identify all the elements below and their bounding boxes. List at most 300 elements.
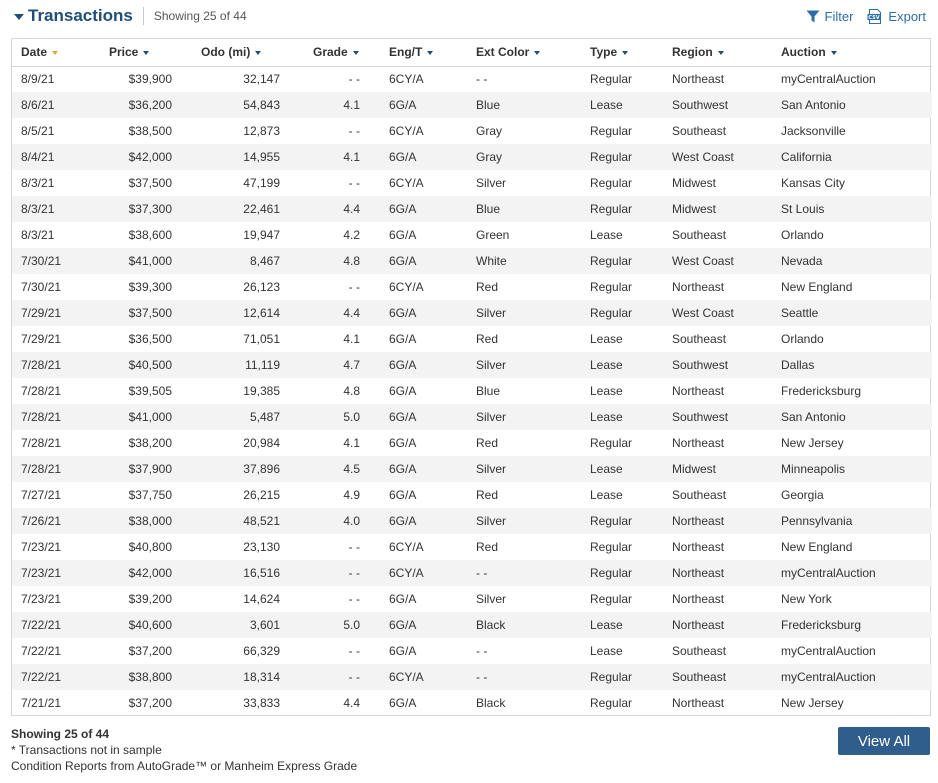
- cell-type: Regular: [590, 696, 633, 710]
- cell-auction: Fredericksburg: [781, 618, 862, 632]
- table-body: [12, 66, 932, 716]
- cell-grade: 4.1: [343, 332, 360, 346]
- table-row[interactable]: [12, 170, 932, 196]
- cell-eng: 6CY/A: [389, 72, 424, 87]
- table-footer: [11, 726, 931, 774]
- cell-grade: 4.7: [343, 358, 360, 372]
- cell-odo: 33,833: [243, 696, 280, 710]
- cell-eng: 6CY/A: [389, 280, 424, 294]
- cell-date: 7/29/21: [21, 332, 62, 346]
- cell-odo: 26,215: [243, 488, 280, 502]
- cell-eng: 6G/A: [389, 358, 417, 372]
- cell-date: 8/5/21: [21, 124, 55, 138]
- sort-caret-icon: [534, 51, 540, 55]
- table-row[interactable]: [12, 690, 932, 716]
- showing-count-top: Showing 25 of 44: [153, 9, 247, 23]
- cell-price: $39,505: [128, 384, 172, 398]
- cell-eng: 6G/A: [389, 696, 417, 710]
- cell-grade: 4.1: [343, 436, 360, 450]
- cell-eng: 6G/A: [389, 306, 417, 320]
- cell-color: - -: [476, 644, 488, 658]
- cell-region: Southeast: [672, 124, 727, 138]
- cell-type: Regular: [590, 280, 633, 294]
- cell-color: - -: [476, 72, 488, 87]
- cell-color: Blue: [476, 202, 501, 216]
- cell-auction: New England: [781, 280, 853, 294]
- cell-color: Gray: [476, 124, 503, 138]
- cell-auction: San Antonio: [781, 98, 846, 112]
- table-row[interactable]: [12, 404, 932, 430]
- cell-region: Midwest: [672, 202, 717, 216]
- cell-type: Lease: [590, 384, 623, 398]
- cell-eng: 6G/A: [389, 462, 417, 476]
- cell-color: Gray: [476, 150, 503, 164]
- cell-price: $42,000: [128, 566, 172, 580]
- cell-color: Red: [476, 280, 499, 294]
- cell-auction: myCentralAuction: [781, 566, 876, 580]
- cell-price: $39,300: [128, 280, 172, 294]
- cell-grade: 4.4: [343, 696, 360, 710]
- table-row[interactable]: [12, 248, 932, 274]
- cell-date: 7/26/21: [21, 514, 62, 528]
- cell-region: Northeast: [672, 514, 725, 528]
- svg-text:CSV: CSV: [868, 14, 881, 21]
- cell-auction: Nevada: [781, 254, 823, 268]
- cell-date: 7/28/21: [21, 462, 62, 476]
- cell-grade: 4.8: [343, 254, 360, 268]
- cell-color: Silver: [476, 306, 507, 320]
- collapse-caret-icon[interactable]: [14, 14, 24, 20]
- cell-auction: myCentralAuction: [781, 644, 876, 658]
- cell-eng: 6CY/A: [389, 670, 424, 684]
- cell-auction: myCentralAuction: [781, 72, 876, 87]
- cell-color: Blue: [476, 98, 501, 112]
- filter-button[interactable]: [806, 9, 854, 24]
- cell-eng: 6G/A: [389, 332, 417, 346]
- cell-type: Regular: [590, 670, 633, 684]
- cell-auction: Fredericksburg: [781, 384, 862, 398]
- cell-price: $38,200: [128, 436, 172, 450]
- cell-grade: - -: [348, 540, 360, 554]
- cell-date: 7/23/21: [21, 566, 62, 580]
- view-all-button[interactable]: View All: [838, 727, 930, 755]
- cell-odo: 19,947: [243, 228, 280, 242]
- cell-grade: - -: [348, 670, 360, 684]
- cell-price: $39,900: [128, 72, 172, 87]
- sort-caret-icon: [831, 51, 837, 55]
- column-header-label: Odo (mi): [201, 45, 251, 60]
- cell-type: Lease: [590, 228, 623, 242]
- cell-date: 7/30/21: [21, 254, 62, 268]
- cell-price: $37,750: [128, 488, 172, 502]
- cell-grade: - -: [348, 176, 360, 190]
- cell-grade: 5.0: [343, 410, 360, 424]
- cell-eng: 6G/A: [389, 488, 417, 502]
- cell-color: Black: [476, 618, 506, 632]
- cell-date: 7/28/21: [21, 358, 62, 372]
- sort-caret-icon: [353, 51, 359, 55]
- condition-report-note: Condition Reports from AutoGrade™ or Manheim Express Grade: [11, 759, 358, 773]
- cell-date: 8/4/21: [21, 150, 55, 164]
- column-header-label: Type: [590, 45, 618, 60]
- cell-region: West Coast: [672, 150, 734, 164]
- cell-grade: 4.8: [343, 384, 360, 398]
- cell-region: Southwest: [672, 98, 729, 112]
- table-row[interactable]: [12, 638, 932, 664]
- cell-grade: 5.0: [343, 618, 360, 632]
- cell-eng: 6CY/A: [389, 566, 424, 580]
- cell-type: Regular: [590, 150, 633, 164]
- cell-grade: - -: [348, 124, 360, 138]
- cell-price: $36,500: [128, 332, 172, 346]
- cell-price: $42,000: [128, 150, 172, 164]
- cell-date: 7/23/21: [21, 540, 62, 554]
- cell-date: 7/22/21: [21, 618, 62, 632]
- cell-eng: 6G/A: [389, 644, 417, 658]
- transactions-table: [12, 39, 932, 716]
- cell-region: Southeast: [672, 488, 727, 502]
- column-header-price[interactable]: [97, 39, 181, 66]
- cell-grade: 4.9: [343, 488, 360, 502]
- cell-eng: 6G/A: [389, 410, 417, 424]
- cell-price: $38,600: [128, 228, 172, 242]
- cell-grade: - -: [348, 644, 360, 658]
- cell-eng: 6CY/A: [389, 540, 424, 554]
- column-header-grade[interactable]: [289, 39, 380, 66]
- cell-price: $37,900: [128, 462, 172, 476]
- column-header-color[interactable]: [467, 39, 581, 66]
- cell-date: 7/30/21: [21, 280, 62, 294]
- cell-grade: - -: [348, 592, 360, 606]
- cell-region: Northeast: [672, 592, 725, 606]
- cell-type: Regular: [590, 592, 633, 606]
- sort-caret-icon: [427, 51, 433, 55]
- panel-header: [0, 0, 938, 34]
- export-button[interactable]: [867, 9, 926, 24]
- cell-odo: 12,614: [243, 306, 280, 320]
- cell-auction: New Jersey: [781, 436, 844, 450]
- cell-region: Northeast: [672, 384, 725, 398]
- table-row[interactable]: [12, 222, 932, 248]
- cell-odo: 26,123: [243, 280, 280, 294]
- cell-auction: Orlando: [781, 332, 824, 346]
- cell-auction: Jacksonville: [781, 124, 846, 138]
- cell-odo: 16,516: [243, 566, 280, 580]
- table-row[interactable]: [12, 300, 932, 326]
- cell-grade: 4.4: [343, 306, 360, 320]
- cell-eng: 6G/A: [389, 150, 417, 164]
- cell-type: Regular: [590, 202, 633, 216]
- cell-eng: 6CY/A: [389, 176, 424, 190]
- cell-odo: 11,119: [245, 358, 280, 372]
- table-row[interactable]: [12, 144, 932, 170]
- cell-auction: myCentralAuction: [781, 670, 876, 684]
- cell-date: 8/3/21: [21, 176, 55, 190]
- cell-region: Northeast: [672, 72, 725, 87]
- cell-odo: 18,314: [243, 670, 280, 684]
- cell-price: $37,500: [128, 306, 172, 320]
- cell-odo: 22,461: [243, 202, 280, 216]
- cell-type: Lease: [590, 618, 623, 632]
- cell-price: $37,200: [128, 696, 172, 710]
- cell-type: Lease: [590, 488, 623, 502]
- table-row[interactable]: [12, 534, 932, 560]
- cell-odo: 71,051: [243, 332, 280, 346]
- sort-caret-icon: [143, 51, 149, 55]
- cell-auction: St Louis: [781, 202, 825, 216]
- cell-date: 8/3/21: [21, 202, 55, 216]
- cell-eng: 6G/A: [389, 228, 417, 242]
- table-row[interactable]: [12, 92, 932, 118]
- cell-type: Regular: [590, 254, 633, 268]
- table-row[interactable]: [12, 66, 932, 92]
- cell-region: Southeast: [672, 644, 727, 658]
- cell-odo: 32,147: [243, 72, 280, 87]
- table-row[interactable]: [12, 274, 932, 300]
- cell-type: Regular: [590, 124, 633, 138]
- cell-auction: Pennsylvania: [781, 514, 853, 528]
- cell-auction: New Jersey: [781, 696, 844, 710]
- cell-type: Lease: [590, 332, 623, 346]
- cell-color: Silver: [476, 410, 507, 424]
- column-header-label: Date: [21, 45, 48, 60]
- table-row[interactable]: [12, 352, 932, 378]
- column-header-label: Ext Color: [476, 45, 530, 60]
- cell-date: 7/29/21: [21, 306, 62, 320]
- cell-color: Black: [476, 696, 506, 710]
- cell-odo: 14,955: [243, 150, 280, 164]
- cell-eng: 6CY/A: [389, 124, 424, 138]
- sort-caret-icon: [52, 51, 58, 55]
- sort-caret-icon: [718, 51, 724, 55]
- cell-type: Lease: [590, 98, 623, 112]
- cell-type: Lease: [590, 358, 623, 372]
- cell-color: Green: [476, 228, 510, 242]
- cell-region: Northeast: [672, 436, 725, 450]
- cell-type: Lease: [590, 462, 623, 476]
- cell-type: Regular: [590, 306, 633, 320]
- column-header-odo[interactable]: [181, 39, 289, 66]
- cell-grade: 4.5: [343, 462, 360, 476]
- table-row[interactable]: [12, 612, 932, 638]
- cell-region: Northeast: [672, 696, 725, 710]
- title-group: [14, 4, 247, 28]
- cell-color: Blue: [476, 384, 501, 398]
- cell-date: 7/27/21: [21, 488, 62, 502]
- cell-type: Regular: [590, 566, 633, 580]
- table-row[interactable]: [12, 378, 932, 404]
- cell-price: $41,000: [128, 254, 172, 268]
- cell-eng: 6G/A: [389, 98, 417, 112]
- export-label: Export: [888, 8, 926, 24]
- column-header-eng[interactable]: [380, 39, 467, 66]
- cell-region: West Coast: [672, 254, 734, 268]
- showing-count-bottom: Showing 25 of 44: [11, 727, 110, 741]
- column-header-date[interactable]: [12, 39, 97, 66]
- cell-odo: 47,199: [243, 176, 280, 190]
- cell-price: $41,000: [128, 410, 172, 424]
- cell-auction: Orlando: [781, 228, 824, 242]
- cell-odo: 8,467: [249, 254, 280, 268]
- cell-date: 7/28/21: [21, 384, 62, 398]
- cell-odo: 23,130: [243, 540, 280, 554]
- cell-price: $37,200: [128, 644, 172, 658]
- cell-eng: 6G/A: [389, 254, 417, 268]
- cell-grade: - -: [348, 72, 360, 87]
- cell-color: Silver: [476, 358, 507, 372]
- cell-odo: 48,521: [243, 514, 280, 528]
- column-header-label: Auction: [781, 45, 826, 60]
- table-row[interactable]: [12, 664, 932, 690]
- cell-date: 7/22/21: [21, 670, 62, 684]
- cell-date: 7/23/21: [21, 592, 62, 606]
- cell-auction: Kansas City: [781, 176, 846, 190]
- cell-color: - -: [476, 670, 488, 684]
- cell-region: Northeast: [672, 540, 725, 554]
- cell-grade: - -: [348, 566, 360, 580]
- table-row[interactable]: [12, 430, 932, 456]
- table-row[interactable]: [12, 482, 932, 508]
- cell-price: $38,800: [128, 670, 172, 684]
- cell-auction: New England: [781, 540, 853, 554]
- cell-color: White: [476, 254, 507, 268]
- cell-type: Lease: [590, 644, 623, 658]
- table-row[interactable]: [12, 456, 932, 482]
- cell-price: $37,300: [128, 202, 172, 216]
- cell-type: Regular: [590, 436, 633, 450]
- cell-price: $38,500: [128, 124, 172, 138]
- cell-date: 8/6/21: [21, 98, 55, 112]
- cell-color: Red: [476, 436, 499, 450]
- cell-grade: 4.0: [343, 514, 360, 528]
- header-divider: [143, 7, 144, 25]
- cell-price: $38,000: [128, 514, 172, 528]
- cell-odo: 3,601: [249, 618, 280, 632]
- cell-region: Northeast: [672, 566, 725, 580]
- column-header-region[interactable]: [663, 39, 772, 66]
- filter-icon: [806, 10, 820, 23]
- cell-date: 8/3/21: [21, 228, 55, 242]
- cell-price: $40,800: [128, 540, 172, 554]
- table-row[interactable]: [12, 326, 932, 352]
- column-header-label: Grade: [313, 45, 348, 60]
- cell-odo: 37,896: [243, 462, 280, 476]
- cell-eng: 6G/A: [389, 592, 417, 606]
- cell-odo: 20,984: [243, 436, 280, 450]
- cell-price: $40,500: [128, 358, 172, 372]
- transactions-table-container: [11, 38, 931, 716]
- cell-eng: 6G/A: [389, 514, 417, 528]
- cell-grade: 4.4: [343, 202, 360, 216]
- column-header-label: Region: [672, 45, 713, 60]
- cell-date: 7/28/21: [21, 410, 62, 424]
- cell-odo: 66,329: [243, 644, 280, 658]
- column-header-label: Eng/T: [389, 45, 423, 60]
- cell-price: $36,200: [128, 98, 172, 112]
- cell-odo: 54,843: [243, 98, 280, 112]
- panel-title[interactable]: Transactions: [28, 6, 133, 25]
- cell-type: Regular: [590, 72, 633, 87]
- cell-region: Southeast: [672, 228, 727, 242]
- sample-note: * Transactions not in sample: [11, 743, 162, 757]
- cell-auction: San Antonio: [781, 410, 846, 424]
- cell-color: Red: [476, 332, 499, 346]
- cell-region: Midwest: [672, 176, 717, 190]
- table-row[interactable]: [12, 118, 932, 144]
- cell-region: Midwest: [672, 462, 717, 476]
- cell-auction: Dallas: [781, 358, 815, 372]
- cell-region: Southwest: [672, 410, 729, 424]
- cell-eng: 6G/A: [389, 202, 417, 216]
- cell-type: Regular: [590, 176, 633, 190]
- cell-auction: Seattle: [781, 306, 819, 320]
- cell-eng: 6G/A: [389, 384, 417, 398]
- cell-region: Southeast: [672, 332, 727, 346]
- cell-date: 8/9/21: [21, 72, 55, 87]
- cell-grade: 4.2: [343, 228, 360, 242]
- cell-grade: 4.1: [343, 150, 360, 164]
- cell-auction: California: [781, 150, 832, 164]
- cell-color: - -: [476, 566, 488, 580]
- column-header-auction[interactable]: [772, 39, 932, 66]
- table-header-row: [12, 39, 932, 66]
- cell-type: Lease: [590, 410, 623, 424]
- cell-odo: 12,873: [243, 124, 280, 138]
- cell-color: Silver: [476, 462, 507, 476]
- filter-label: Filter: [824, 8, 854, 24]
- cell-eng: 6G/A: [389, 436, 417, 450]
- cell-type: Regular: [590, 540, 633, 554]
- cell-auction: Georgia: [781, 488, 824, 502]
- cell-type: Regular: [590, 514, 633, 528]
- table-row[interactable]: [12, 560, 932, 586]
- cell-date: 7/21/21: [21, 696, 62, 710]
- cell-date: 7/22/21: [21, 644, 62, 658]
- cell-region: West Coast: [672, 306, 734, 320]
- cell-eng: 6G/A: [389, 618, 417, 632]
- cell-region: Southeast: [672, 670, 727, 684]
- cell-odo: 5,487: [249, 410, 280, 424]
- sort-caret-icon: [255, 51, 261, 55]
- cell-date: 7/28/21: [21, 436, 62, 450]
- header-actions: [806, 6, 926, 26]
- cell-region: Southwest: [672, 358, 729, 372]
- cell-color: Silver: [476, 514, 507, 528]
- cell-grade: - -: [348, 280, 360, 294]
- cell-odo: 14,624: [243, 592, 280, 606]
- cell-color: Red: [476, 488, 499, 502]
- cell-price: $37,500: [128, 176, 172, 190]
- cell-region: Northeast: [672, 618, 725, 632]
- table-row[interactable]: [12, 196, 932, 222]
- cell-color: Silver: [476, 592, 507, 606]
- table-row[interactable]: [12, 586, 932, 612]
- table-row[interactable]: [12, 508, 932, 534]
- sort-caret-icon: [622, 51, 628, 55]
- column-header-type[interactable]: [581, 39, 663, 66]
- cell-color: Red: [476, 540, 499, 554]
- export-csv-icon: [867, 9, 883, 24]
- column-header-label: Price: [109, 45, 139, 60]
- cell-price: $40,600: [128, 618, 172, 632]
- cell-odo: 19,385: [243, 384, 280, 398]
- cell-auction: Minneapolis: [781, 462, 846, 476]
- cell-price: $39,200: [128, 592, 172, 606]
- cell-color: Silver: [476, 176, 507, 190]
- cell-grade: 4.1: [343, 98, 360, 112]
- cell-auction: New York: [781, 592, 832, 606]
- cell-region: Northeast: [672, 280, 725, 294]
